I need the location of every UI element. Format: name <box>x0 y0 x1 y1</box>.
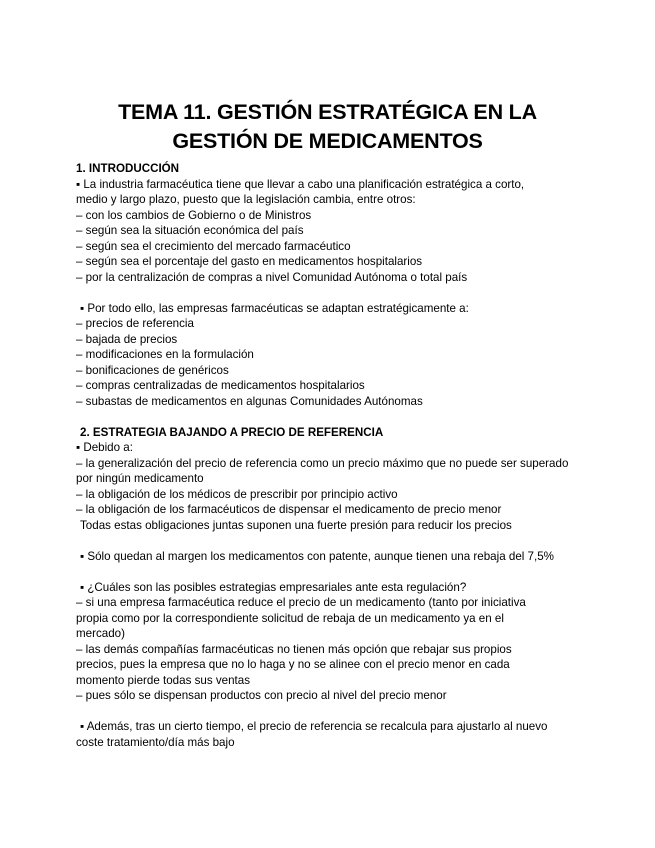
list-item: – bonificaciones de genéricos <box>76 363 229 377</box>
list-item: – según sea la situación económica del país <box>76 224 304 237</box>
paragraph-line: ▪ Sólo quedan al margen los medicamentos con patente, aunque tienen una rebaja del 7,5% <box>80 549 554 563</box>
title-line-2: GESTIÓN DE MEDICAMENTOS <box>172 129 483 153</box>
list-item: – con los cambios de Gobierno o de Ministros <box>76 208 312 222</box>
spacer <box>76 409 596 425</box>
list-item: – compras centralizadas de medicamentos hospitalarios <box>76 379 365 392</box>
title-line-1: TEMA 11. GESTIÓN ESTRATÉGICA EN LA <box>118 100 537 124</box>
list-item: precios, pues la empresa que no lo haga y no se alinee con el precio menor en cada <box>76 658 510 671</box>
list-item: propia como por la correspondiente solicitud de rebaja de un medicamento ya en el <box>76 611 504 625</box>
paragraph-line: Todas estas obligaciones juntas suponen una fuerte presión para reducir los precios <box>80 518 512 532</box>
list-item: – pues sólo se dispensan productos con precio al nivel del precio menor <box>76 689 447 702</box>
page-title <box>0 98 655 156</box>
list-item: momento pierde todas sus ventas <box>76 673 251 687</box>
list-item: – bajada de precios <box>76 332 178 346</box>
list-item: mercado) <box>76 627 125 640</box>
paragraph-line: ▪ Por todo ello, las empresas farmacéuticas se adaptan estratégicamente a: <box>80 301 469 315</box>
list-item: – según sea el crecimiento del mercado farmacéutico <box>76 239 351 253</box>
list-item: – modificaciones en la formulación <box>76 348 254 361</box>
document-body <box>76 161 596 750</box>
list-item: – precios de referencia <box>76 317 194 330</box>
list-item: – según sea el porcentaje del gasto en medicamentos hospitalarios <box>76 255 423 268</box>
section-1-heading: 1. INTRODUCCIÓN <box>76 162 180 175</box>
list-item: – subastas de medicamentos en algunas Comunidades Autónomas <box>76 394 423 408</box>
list-item: – por la centralización de compras a nivel Comunidad Autónoma o total país <box>76 270 468 284</box>
paragraph-line: ▪ ¿Cuáles son las posibles estrategias empresariales ante esta regulación? <box>80 580 467 594</box>
spacer <box>76 704 596 720</box>
paragraph-line: coste tratamiento/día más bajo <box>76 735 235 749</box>
paragraph-line: ▪ Además, tras un cierto tiempo, el precio de referencia se recalcula para ajustarlo al nuevo <box>80 720 548 733</box>
list-item: – la obligación de los farmacéuticos de dispensar el medicamento de precio menor <box>76 503 502 516</box>
paragraph-line: ▪ Debido a: <box>76 441 133 454</box>
spacer <box>76 533 596 549</box>
spacer <box>76 564 596 580</box>
list-item: – si una empresa farmacéutica reduce el precio de un medicamento (tanto por iniciativa <box>76 596 526 609</box>
list-item: – la obligación de los médicos de prescribir por principio activo <box>76 487 398 501</box>
spacer <box>76 285 596 301</box>
paragraph-line: ▪ La industria farmacéutica tiene que llevar a cabo una planificación estratégica a corto, <box>76 177 525 191</box>
section-2-heading: 2. ESTRATEGIA BAJANDO A PRECIO DE REFERENCIA <box>80 425 384 439</box>
list-item: por ningún medicamento <box>76 472 204 485</box>
list-item: – la generalización del precio de referencia como un precio máximo que no puede ser superado <box>76 456 569 470</box>
paragraph-line: medio y largo plazo, puesto que la legislación cambia, entre otros: <box>76 193 416 206</box>
list-item: – las demás compañías farmacéuticas no tienen más opción que rebajar sus propios <box>76 642 512 656</box>
